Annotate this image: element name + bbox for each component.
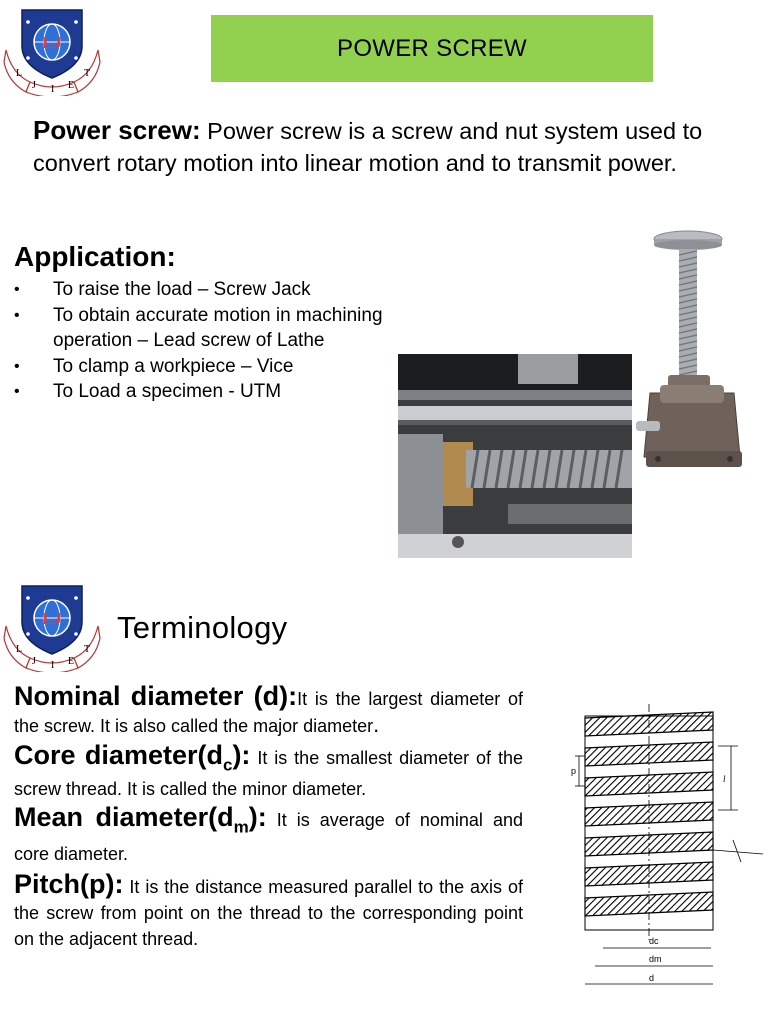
ljiet-logo: [2, 4, 102, 96]
screw-thread-diagram: [563, 690, 768, 1000]
diagram-label-dm: dm: [649, 954, 662, 964]
list-item: • To raise the load – Screw Jack: [14, 277, 394, 303]
terminology-heading: Terminology: [117, 610, 288, 645]
term-mean-diameter: [14, 804, 523, 866]
term-pitch: [14, 868, 523, 952]
svg-text:LJ: LJ: [42, 609, 62, 628]
logo-letter: J: [32, 80, 36, 91]
screw-jack-image: [636, 225, 762, 487]
list-item: • To obtain accurate motion in machining operation – Lead screw of Lathe: [14, 303, 394, 354]
term-end: .: [373, 712, 380, 737]
page-title: POWER SCREW: [337, 34, 527, 62]
term-label: Nominal diameter (d):: [14, 681, 298, 711]
lathe-lead-screw-image: [398, 354, 632, 558]
term-text: It is the smallest diameter of the screw thread. It is called the minor diameter.: [14, 748, 523, 800]
term-text: It is the largest diameter of the screw. It is also called the major diameter: [14, 689, 523, 736]
svg-text:LJ: LJ: [42, 33, 62, 52]
logo-letter: I: [51, 84, 55, 95]
logo-letter: E: [68, 656, 75, 667]
diagram-label-l: l: [723, 774, 726, 784]
term-text: It is average of nominal and core diameter.: [14, 810, 523, 864]
logo-letter: L: [16, 68, 23, 79]
list-item: • To Load a specimen - UTM: [14, 379, 394, 405]
application-list: [14, 277, 394, 405]
term-label: Core $diameter(d_c)$:: [14, 740, 251, 775]
term-label: Pitch(p):: [14, 868, 124, 899]
term-core-diameter: [14, 740, 523, 802]
terminology-list: [14, 683, 523, 952]
ljiet-logo: [2, 580, 102, 672]
diagram-label-d: d: [649, 973, 655, 983]
application-heading: Application:: [14, 241, 176, 272]
definition-term: Power screw:: [33, 115, 201, 145]
logo-letter: E: [68, 80, 75, 91]
definition-text: Power screw is a screw and nut system used to convert rotary motion into linear motion and to transmit power.: [33, 118, 703, 176]
diagram-label-p: p: [571, 766, 577, 776]
list-item: • To clamp a workpiece – Vice: [14, 354, 394, 380]
diagram-label-dc: dc: [649, 936, 659, 946]
lathe-photo-graphic: [398, 354, 632, 558]
logo-letter: L: [16, 644, 23, 655]
logo-letter: J: [32, 656, 36, 667]
definition-paragraph: [33, 115, 723, 179]
logo-letter: I: [51, 660, 55, 671]
logo-letter: T: [84, 68, 91, 79]
term-nominal-diameter: [14, 683, 523, 739]
term-label: Mean $diameter(d_m)$:: [14, 802, 267, 837]
title-banner: [211, 15, 653, 82]
logo-letter: T: [84, 644, 91, 655]
term-text: It is the distance measured parallel to the axis of the screw from point on the thread to the corresponding point on the adjacent thread.: [14, 876, 523, 949]
